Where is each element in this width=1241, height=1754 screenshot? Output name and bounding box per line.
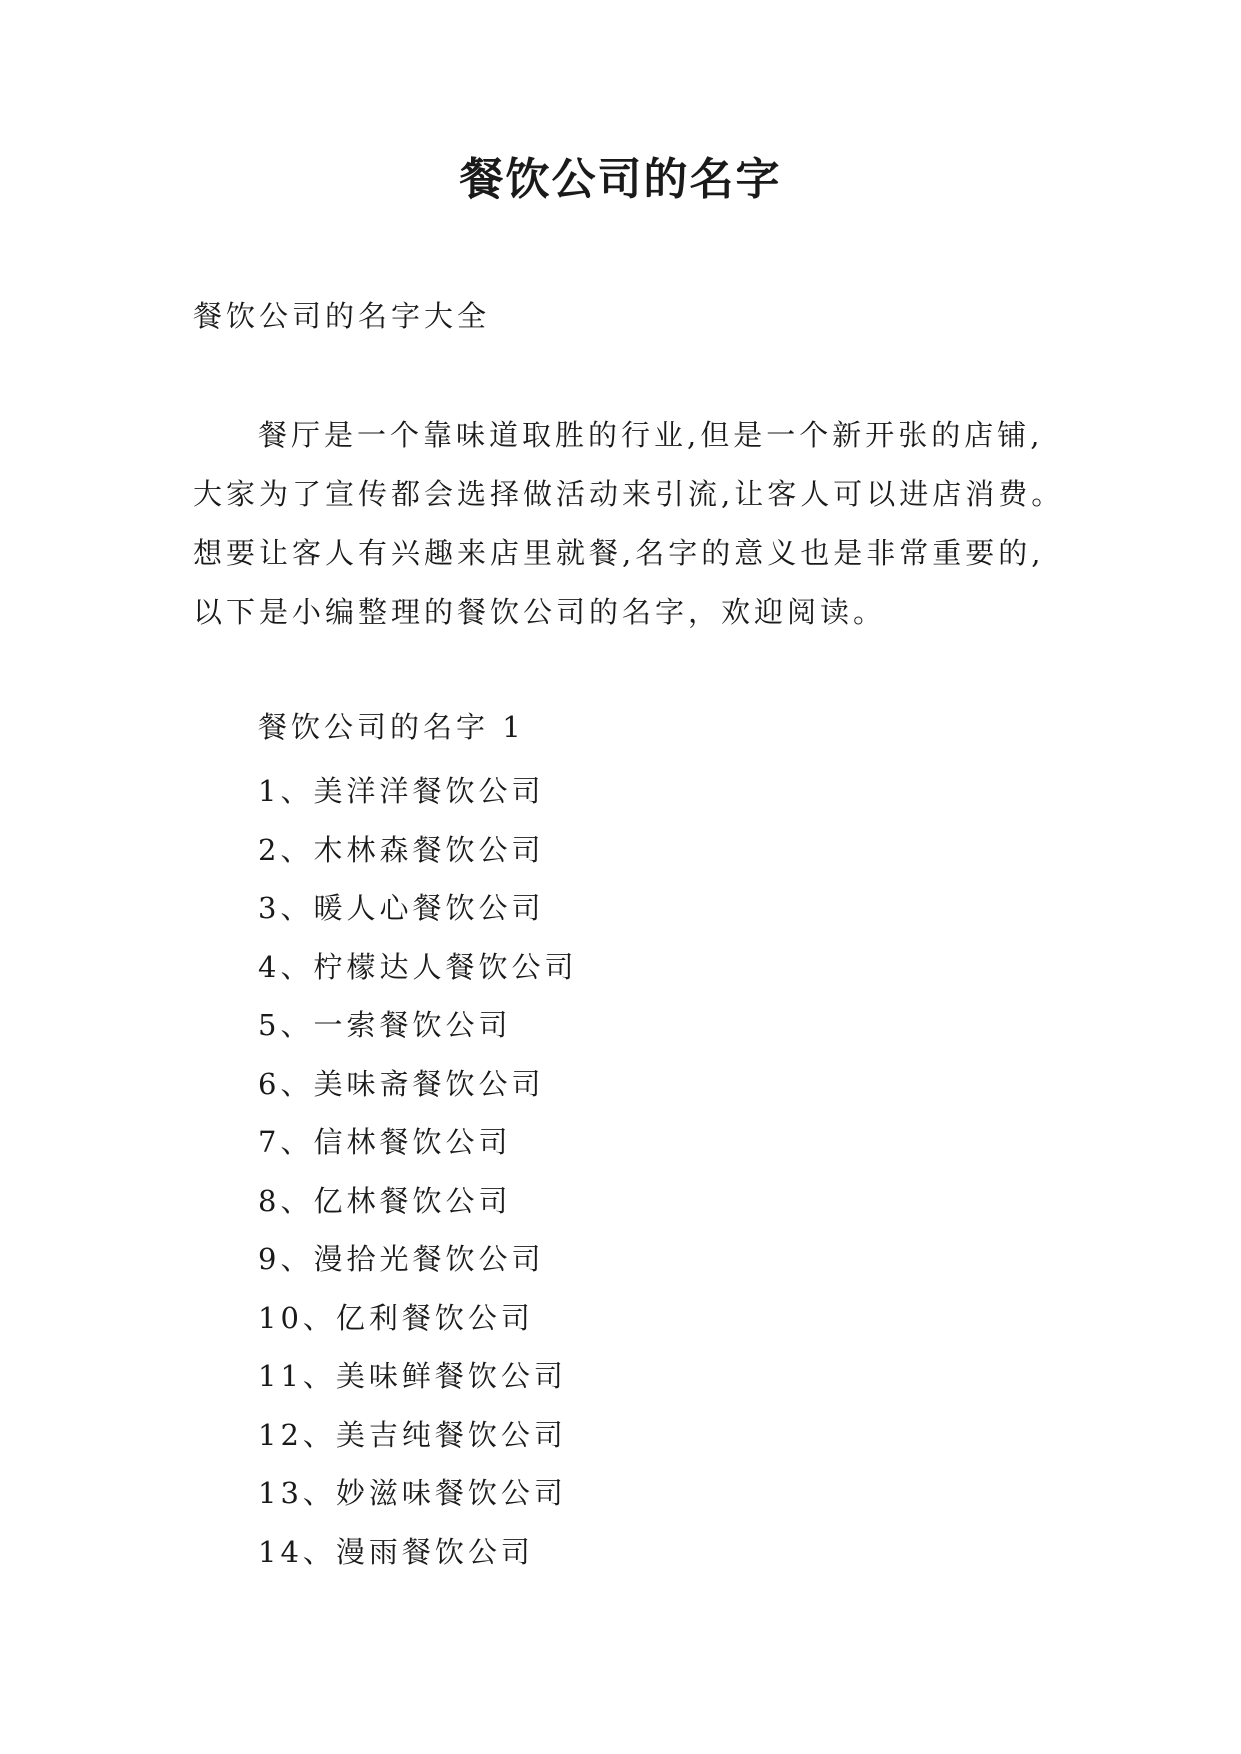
intro-line: 想要让客人有兴趣来店里就餐,名字的意义也是非常重要的, [193,536,1045,570]
intro-line: 大家为了宣传都会选择做活动来引流,让客人可以进店消费。 [193,477,1065,511]
intro-line: 餐厅是一个靠味道取胜的行业,但是一个新开张的店铺, [258,418,1044,452]
list-item: 9、漫拾光餐饮公司 [258,1242,545,1276]
list-item: 6、美味斋餐饮公司 [258,1066,545,1101]
list-item: 8、亿林餐饮公司 [258,1183,512,1218]
document-title: 餐饮公司的名字 [459,154,782,205]
company-name-list [258,762,577,1581]
intro-paragraph [193,406,1073,642]
list-item: 1、美洋洋餐饮公司 [258,774,545,808]
list-item: 14、漫雨餐饮公司 [258,1534,534,1569]
section-heading: 餐饮公司的名字 1 [258,710,525,744]
list-item: 11、美味鲜餐饮公司 [258,1359,567,1393]
list-item: 7、信林餐饮公司 [258,1125,512,1159]
list-item: 5、一索餐饮公司 [258,1008,512,1042]
list-item: 12、美吉纯餐饮公司 [258,1417,567,1452]
list-item: 2、木林森餐饮公司 [258,832,545,867]
list-item: 10、亿利餐饮公司 [258,1300,534,1335]
document-subtitle: 餐饮公司的名字大全 [193,299,491,333]
list-item: 13、妙滋味餐饮公司 [258,1476,567,1510]
intro-line: 以下是小编整理的餐饮公司的名字，欢迎阅读。 [193,595,887,629]
list-item: 4、柠檬达人餐饮公司 [258,949,578,984]
list-item: 3、暖人心餐饮公司 [258,891,545,925]
